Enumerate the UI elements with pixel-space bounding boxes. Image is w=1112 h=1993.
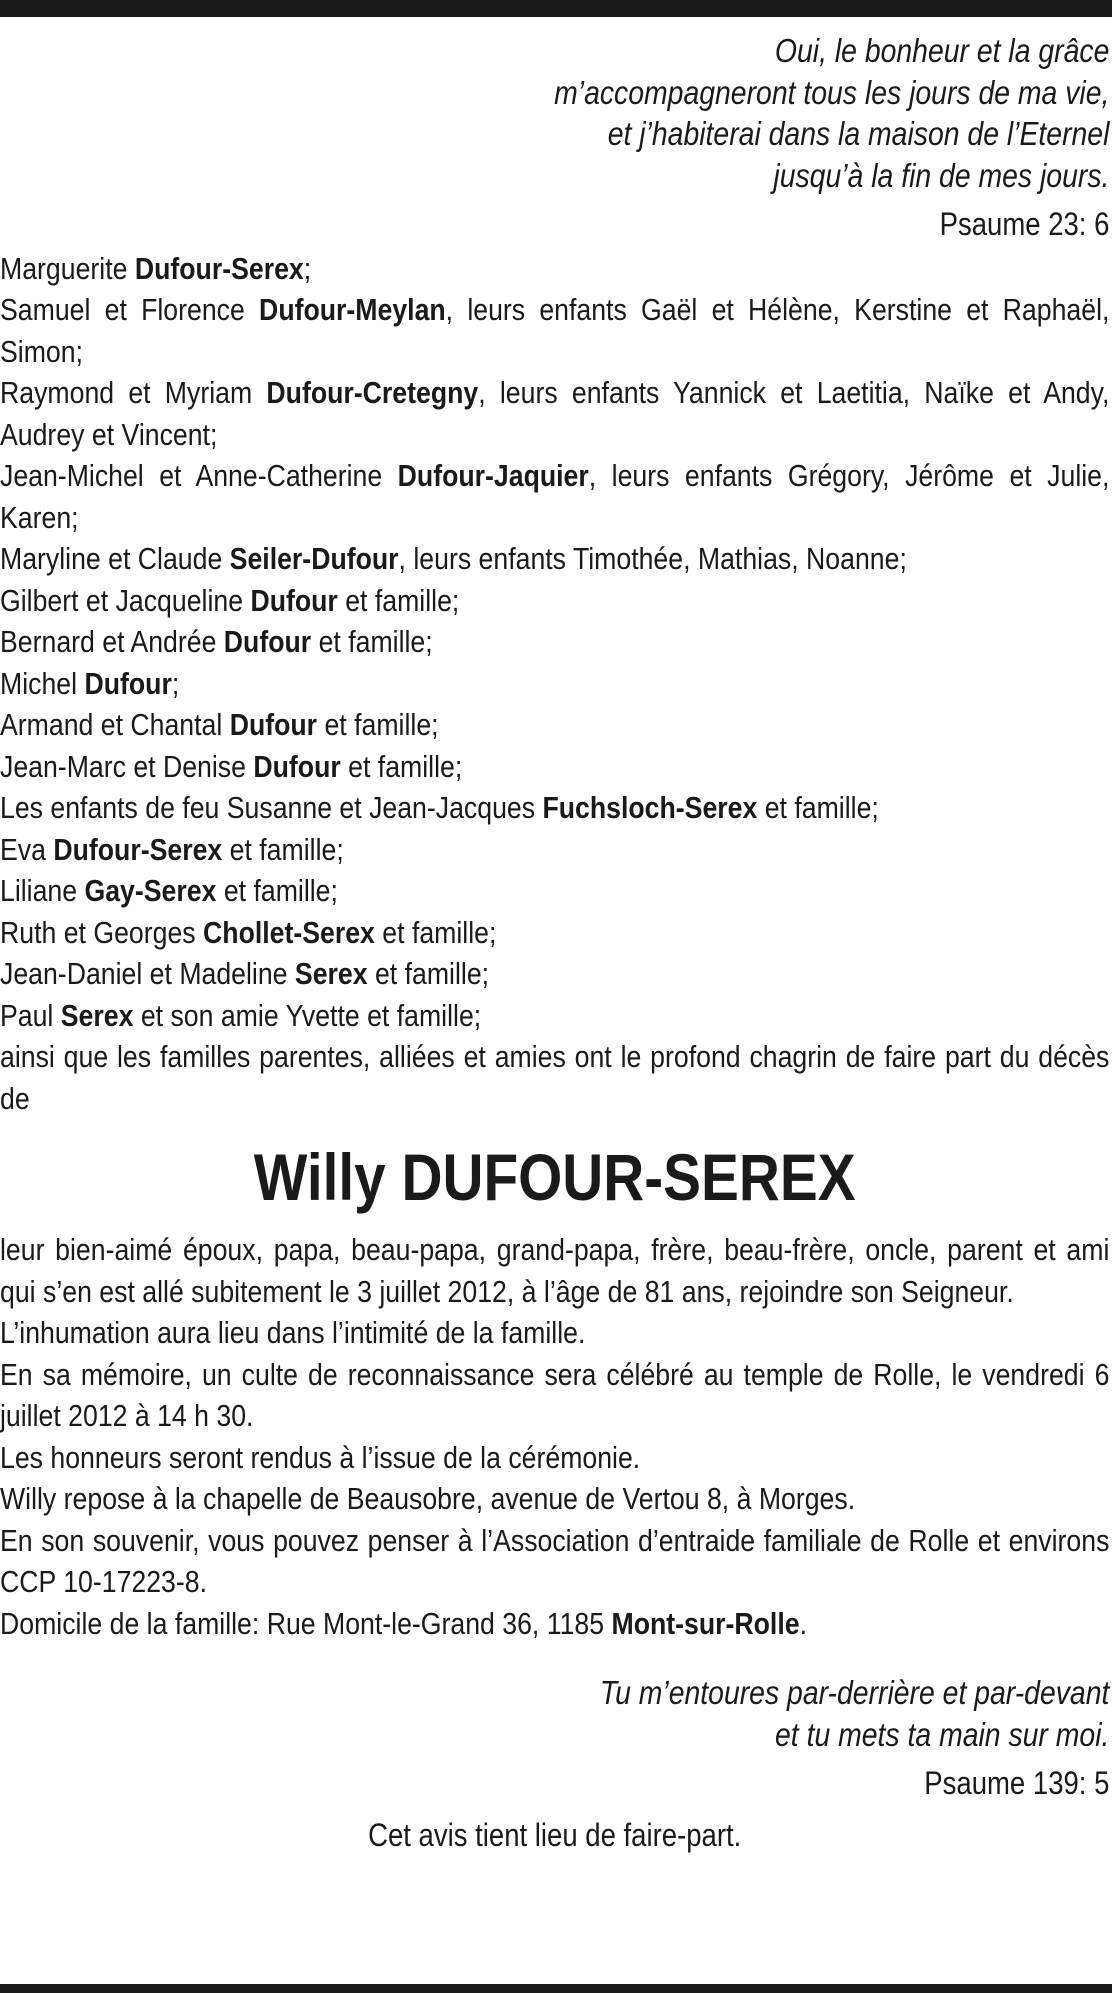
body-paragraph: L’inhumation aura lieu dans l’intimité de la famille. [0, 1315, 586, 1350]
mourner-entry [0, 372, 1109, 455]
mourner-entry [0, 538, 1109, 580]
mourner-surname: Dufour-Serex [53, 831, 223, 867]
closing-quote-reference: Psaume 139: 5 [924, 1765, 1110, 1801]
body-paragraph: leur bien-aimé époux, papa, beau-papa, grand-papa, frère, beau-frère, oncle, parent et ami qui s’en est allé subitement le 3 juillet 2012, à l’âge de 81 ans, rejoindre son Seigneur. [0, 1232, 1110, 1309]
family-domicile [0, 1603, 1109, 1645]
mourner-surname: Serex [294, 956, 368, 991]
mourner-suffix: et famille; [216, 873, 338, 908]
mourner-surname: Dufour [223, 624, 312, 659]
mourner-entry [0, 289, 1109, 372]
epigraph-line: Oui, le bonheur et la grâce [774, 32, 1110, 69]
body-paragraph: Willy repose à la chapelle de Beausobre, avenue de Vertou 8, à Morges. [0, 1481, 856, 1516]
deceased-name: Willy DUFOUR-SEREX [253, 1140, 856, 1214]
obituary-notice [0, 30, 1110, 1856]
mourner-entry [0, 829, 1109, 871]
mourner-suffix: et famille; [337, 582, 460, 618]
mourner-entry [0, 704, 1109, 746]
domicile-locality: Mont-sur-Rolle [611, 1605, 800, 1641]
mourner-surname: Dufour-Meylan [259, 292, 446, 327]
mourner-surname: Dufour [84, 665, 172, 701]
mourner-names: Michel [0, 665, 85, 701]
mourner-entry [0, 870, 1109, 912]
mourner-suffix: et famille; [317, 707, 439, 742]
mourner-suffix: et famille; [367, 956, 490, 991]
faire-part-notice: Cet avis tient lieu de faire-part. [368, 1816, 742, 1853]
mourner-names: Bernard et Andrée [0, 624, 224, 659]
mourner-entry [0, 787, 1109, 829]
mourner-suffix: ; [303, 250, 312, 286]
mourner-surname: Serex [60, 997, 134, 1033]
mourner-surname: Dufour-Serex [134, 250, 304, 286]
mourner-names: Paul [0, 997, 61, 1033]
domicile-address: Domicile de la famille: Rue Mont-le-Grand 36, 1185 [0, 1605, 612, 1641]
mourner-surname: Dufour-Jaquier [397, 458, 589, 493]
mourner-surname: Dufour [250, 582, 338, 618]
mourner-surname: Dufour-Cretegny [266, 375, 479, 410]
mourner-surname: Gay-Serex [84, 873, 217, 908]
mourner-names: Eva [0, 831, 54, 867]
body-paragraph: En sa mémoire, un culte de reconnaissance sera célébré au temple de Rolle, le vendredi 6 juillet 2012 à 14 h 30. [0, 1356, 1110, 1433]
mourner-names: Jean-Daniel et Madeline [0, 956, 295, 991]
mourner-suffix: , leurs enfants Yannick et Laetitia, Naïke et Andy, Audrey et Vincent; [0, 375, 1110, 452]
announcement-intro: ainsi que les familles parentes, alliées et amies ont le profond chagrin de faire part du décès de [0, 1039, 1110, 1116]
bottom-rule [0, 1984, 1112, 1993]
mourner-names: Les enfants de feu Susanne et Jean-Jacques [0, 790, 543, 825]
mourner-surname: Dufour [253, 748, 341, 784]
mourner-surname: Fuchsloch-Serex [542, 790, 758, 825]
mourner-suffix: et famille; [757, 790, 879, 825]
mourner-names: Raymond et Myriam [0, 375, 267, 410]
body-paragraph: Les honneurs seront rendus à l’issue de la cérémonie. [0, 1439, 641, 1475]
mourner-entry [0, 621, 1109, 663]
closing-quote [0, 1672, 1109, 1755]
mourner-suffix: , leurs enfants Gaël et Hélène, Kerstine et Raphaël, Simon; [0, 292, 1110, 369]
mourner-entry [0, 995, 1109, 1037]
mourner-names: Armand et Chantal [0, 707, 230, 742]
mourner-suffix: et son amie Yvette et famille; [133, 997, 482, 1033]
mourner-suffix: et famille; [222, 831, 344, 867]
domicile-suffix: . [799, 1605, 808, 1641]
mourner-entry [0, 663, 1109, 705]
mourner-suffix: et famille; [374, 914, 497, 950]
mourner-entry [0, 248, 1109, 290]
epigraph-reference: Psaume 23: 6 [939, 206, 1110, 242]
mourner-entry [0, 580, 1109, 622]
mourner-suffix: ; [171, 665, 180, 701]
mourner-entry [0, 746, 1109, 788]
epigraph-line: m’accompagneront tous les jours de ma vie, [554, 73, 1110, 111]
mourner-entry [0, 912, 1109, 954]
mourner-suffix: et famille; [311, 624, 433, 659]
mourner-names: Jean-Michel et Anne-Catherine [0, 458, 398, 493]
mourner-surname: Chollet-Serex [203, 914, 375, 950]
body-paragraph: En son souvenir, vous pouvez penser à l’Association d’entraide familiale de Rolle et environs CCP 10-17223-8. [0, 1522, 1110, 1599]
mourner-suffix: , leurs enfants Grégory, Jérôme et Julie, Karen; [0, 458, 1110, 535]
closing-quote-line: Tu m’entoures par-derrière et par-devant [599, 1674, 1110, 1711]
mourner-names: Jean-Marc et Denise [0, 748, 254, 784]
epigraph [0, 30, 1109, 196]
mourner-names: Samuel et Florence [0, 292, 260, 327]
mourner-surname: Dufour [229, 707, 318, 742]
mourner-surname: Seiler-Dufour [229, 541, 399, 576]
mourner-entry [0, 953, 1109, 995]
mourner-names: Liliane [0, 873, 85, 908]
mourners-list [0, 248, 1109, 1037]
mourner-suffix: et famille; [340, 748, 463, 784]
mourner-names: Maryline et Claude [0, 541, 230, 576]
mourner-suffix: , leurs enfants Timothée, Mathias, Noanne; [398, 541, 907, 576]
top-rule [0, 0, 1112, 17]
mourner-names: Marguerite [0, 250, 135, 286]
mourner-entry [0, 455, 1109, 538]
epigraph-line: et j’habiterai dans la maison de l’Eternel [607, 115, 1110, 152]
epigraph-line: jusqu’à la fin de mes jours. [773, 156, 1110, 194]
closing-quote-line: et tu mets ta main sur moi. [775, 1715, 1110, 1753]
mourner-names: Ruth et Georges [0, 914, 204, 950]
mourner-names: Gilbert et Jacqueline [0, 582, 251, 618]
